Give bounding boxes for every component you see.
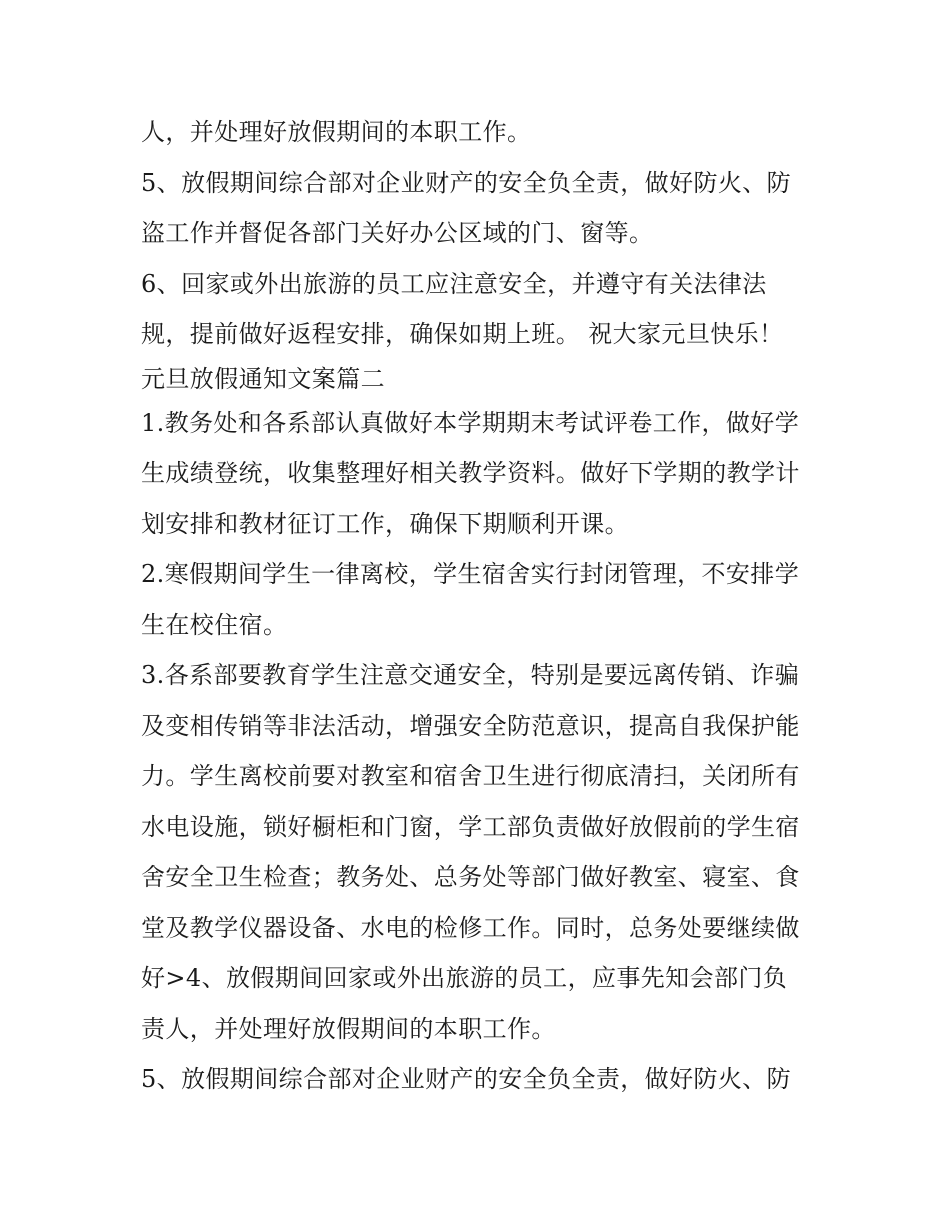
text-line: 3.各系部要教育学生注意交通安全，特别是要远离传销、诈骗 — [141, 661, 800, 689]
text-line: 1.教务处和各系部认真做好本学期期末考试评卷工作，做好学 — [141, 408, 800, 437]
text-line: 舍安全卫生检查；教务处、总务处等部门做好教室、寝室、食 — [141, 863, 800, 891]
text-line: 6、回家或外出旅游的员工应注意安全，并遵守有关法律法 — [141, 269, 767, 298]
text-line: 责人，并处理好放假期间的本职工作。 — [141, 1014, 556, 1043]
text-line: 生成绩登统，收集整理好相关教学资料。做好下学期的教学计 — [141, 459, 800, 487]
text-line: 规，提前做好返程安排，确保如期上班。 祝大家元旦快乐！ — [141, 320, 784, 348]
text-line: 盗工作并督促各部门关好办公区域的门、窗等。 — [141, 219, 654, 247]
text-line: 人，并处理好放假期间的本职工作。 — [141, 118, 532, 146]
text-line: 堂及教学仪器设备、水电的检修工作。同时，总务处要继续做 — [141, 913, 800, 942]
text-line: 5、放假期间综合部对企业财产的安全负全责，做好防火、防 — [141, 168, 792, 197]
text-line: 2.寒假期间学生一律离校，学生宿舍实行封闭管理，不安排学 — [141, 560, 800, 588]
section-heading: 元旦放假通知文案篇二 — [141, 364, 385, 393]
document-body — [141, 107, 841, 1105]
text-line: 5、放假期间综合部对企业财产的安全负全责，做好防火、防 — [141, 1065, 792, 1093]
text-line: 水电设施，锁好橱柜和门窗，学工部负责做好放假前的学生宿 — [141, 812, 800, 841]
text-line: 划安排和教材征订工作，确保下期顺利开课。 — [141, 509, 629, 538]
text-line: 及变相传销等非法活动，增强安全防范意识，提高自我保护能 — [141, 711, 800, 740]
text-line: 好>4、放假期间回家或外出旅游的员工，应事先知会部门负 — [141, 964, 788, 992]
text-line: 力。学生离校前要对教室和宿舍卫生进行彻底清扫，关闭所有 — [141, 762, 800, 790]
text-line: 生在校住宿。 — [141, 610, 288, 639]
